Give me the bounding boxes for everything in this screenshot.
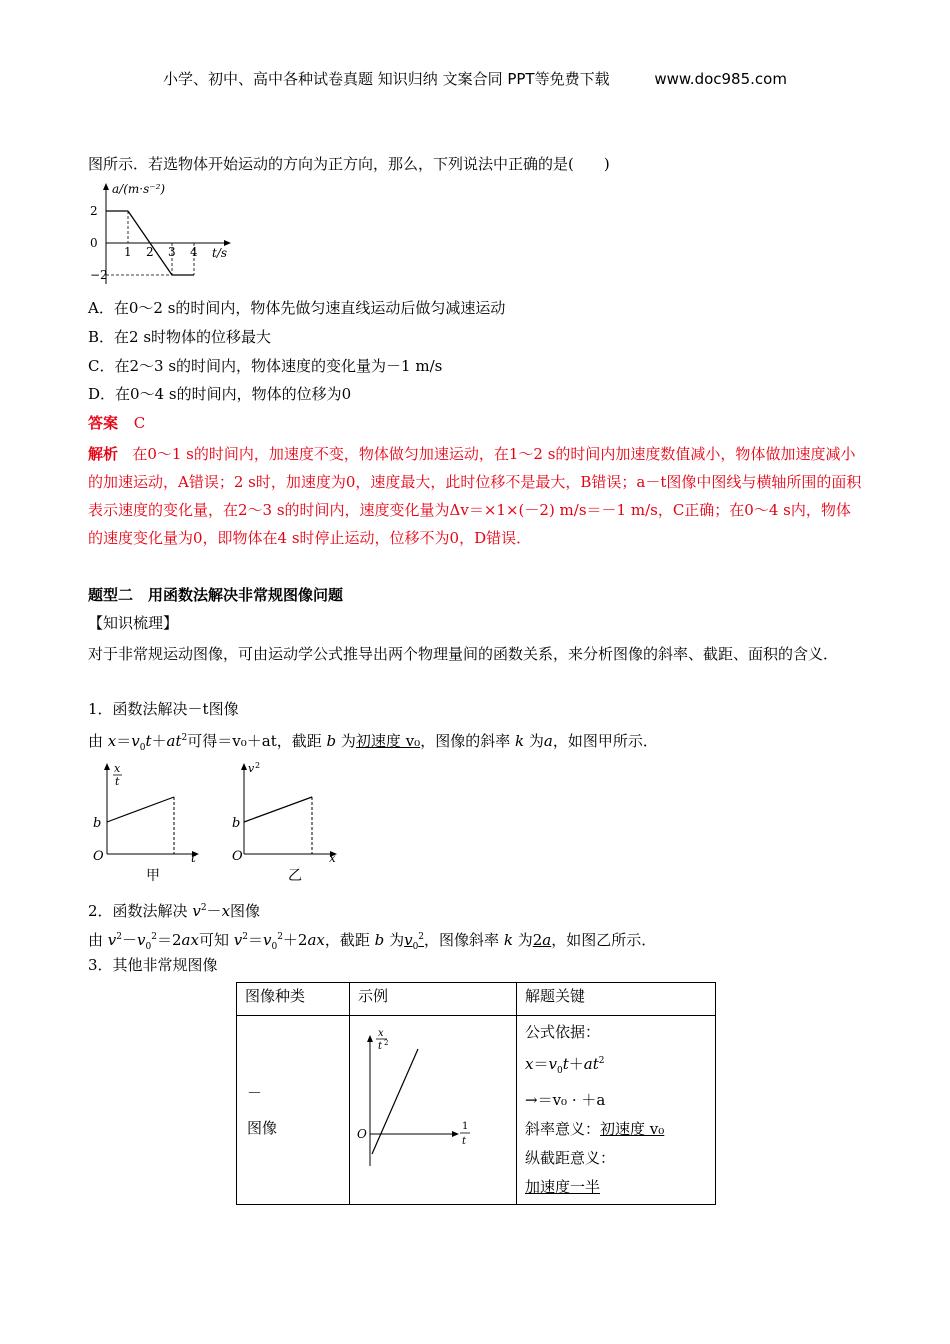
a-t-chart	[88, 180, 248, 290]
y-tick-label: 0	[90, 236, 98, 250]
y-tick-label: 2	[90, 204, 98, 218]
table-header: 示例	[350, 983, 517, 1016]
svg-text:x: x	[114, 762, 121, 775]
svg-text:v: v	[248, 762, 255, 775]
x-over-t2-vs-1-over-t-plot	[350, 1016, 500, 1186]
section-tag: 【知识梳理】	[88, 614, 179, 632]
figure-yi	[230, 760, 350, 888]
answer-label: 答案	[88, 414, 119, 432]
intercept-meaning: 初速度 v₀	[355, 732, 421, 750]
item3-title: 3．其他非常规图像	[88, 956, 218, 974]
answer-line	[88, 411, 868, 435]
section-intro: 对于非常规运动图像，可由运动学公式推导出两个物理量间的函数关系，来分析图像的斜率、截距、面积的含义．	[88, 645, 839, 663]
svg-text:t: t	[191, 851, 196, 865]
question-stem: 图所示．若选物体开始运动的方向为正方向，那么，下列说法中正确的是( )	[88, 155, 610, 173]
svg-text:O: O	[93, 849, 104, 864]
figure-jia	[88, 760, 208, 888]
svg-text:t: t	[115, 775, 120, 788]
svg-text:x: x	[378, 1028, 384, 1039]
y-axis-label: a/(m·s⁻²)	[112, 182, 166, 196]
option-c: C．在2～3 s的时间内，物体速度的变化量为－1 m/s	[88, 357, 443, 375]
x-axis-label: t/s	[212, 246, 228, 260]
option-b: B．在2 s时物体的位移最大	[88, 328, 272, 346]
svg-text:2: 2	[255, 761, 261, 770]
option-a: A．在0～2 s的时间内，物体先做匀速直线运动后做匀减速运动	[88, 299, 506, 317]
svg-text:O: O	[357, 1127, 367, 1141]
item1-title: 1．函数法解决－t图像	[88, 700, 239, 718]
item1-body: 由 $x=v_0t+at^2$可得＝v₀＋at，截距 b 为初速度 v₀，图像的斜率 k 为a，如图甲所示．	[88, 732, 658, 753]
figure-yi-label: 乙	[288, 868, 302, 884]
analysis-text: 在0～1 s的时间内，加速度不变，物体做匀加速运动，在1～2 s的时间内加速度数值减小，物体做加速度减小的加速运动，A错误；2 s时，加速度为0，速度最大，此时位移不是最大，B错误；a－t图像中图线与横轴所围的面积表示速度的变化量，在2～3 s的时间内，速度变化量为Δv＝×1×(－2) m/s＝－1 m/s，C正确；在0～4 s内，物体的速度变化量为0，即物体在4 s时停止运动，位移不为0，D错误．	[88, 445, 862, 547]
svg-text:t: t	[378, 1041, 383, 1052]
y-tick-label: −2	[90, 268, 108, 282]
svg-text:x: x	[329, 851, 336, 865]
table-row	[237, 1016, 716, 1205]
svg-text:b: b	[232, 816, 241, 831]
page-header	[0, 68, 950, 89]
section-title: 题型二 用函数法解决非常规图像问题	[88, 586, 344, 604]
x-tick-label: 1	[124, 245, 132, 259]
y-axis-arrow	[103, 183, 109, 190]
svg-text:t: t	[462, 1136, 467, 1147]
x-tick-label: 2	[146, 245, 154, 259]
graph-types-table	[236, 982, 716, 1205]
x-tick-label: 3	[168, 245, 176, 259]
answer-value: C	[133, 414, 146, 432]
svg-text:2: 2	[384, 1039, 389, 1047]
svg-text:1: 1	[462, 1121, 469, 1132]
svg-text:b: b	[93, 816, 102, 831]
item2-body: 由 $v^2-v_0^2=2ax$可知 $v^2=v_0^2+2ax$，截距 b 为$v_0^2$，图像斜率 k 为2a，如图乙所示．	[88, 931, 657, 952]
table-cell-example	[350, 1016, 517, 1205]
table-header: 解题关键	[517, 983, 716, 1016]
analysis-label: 解析	[88, 445, 119, 463]
option-d: D．在0～4 s的时间内，物体的位移为0	[88, 385, 352, 403]
table-header-row	[237, 983, 716, 1016]
table-cell-keys: 公式依据： $x=v_0t+at^2$ →＝v₀ · ＋a 斜率意义：初速度 v₀ 纵截距意义： 加速度一半	[517, 1016, 716, 1205]
header-text: 小学、初中、高中各种试卷真题 知识归纳 文案合同 PPT等免费下载	[163, 70, 610, 88]
header-site: www.doc985.com	[654, 70, 787, 88]
item2-title: 2．函数法解决 $v^2-x$图像	[88, 902, 261, 920]
table-header: 图像种类	[237, 983, 350, 1016]
analysis-block	[88, 440, 863, 552]
table-cell-type: － 图像	[237, 1016, 350, 1205]
x-tick-label: 4	[190, 245, 198, 259]
svg-text:O: O	[232, 849, 243, 864]
figure-jia-label: 甲	[146, 868, 160, 884]
